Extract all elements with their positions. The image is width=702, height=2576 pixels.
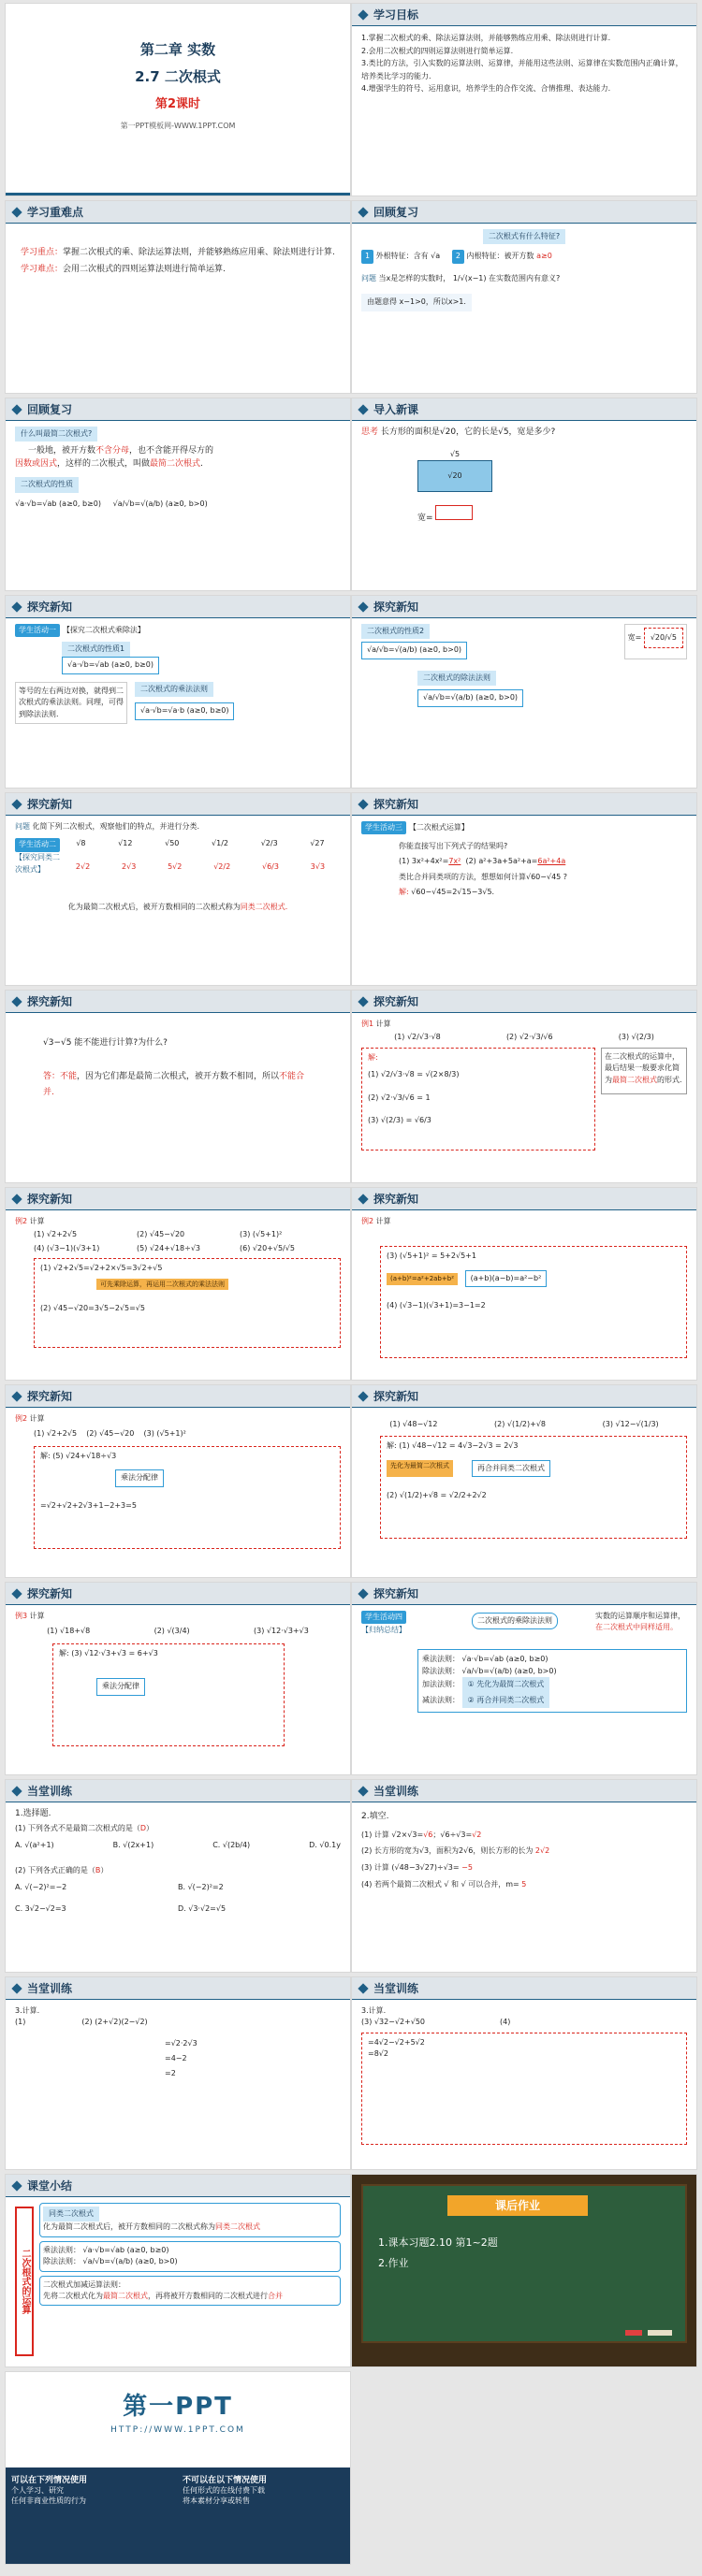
problem: (1): [15, 2018, 26, 2027]
chalk-icon: [648, 2330, 672, 2336]
problem: (1) √48−√12: [389, 1420, 438, 1428]
question-2: 类比合并同类项的方法，想想如何计算√60−√45 ?: [399, 872, 568, 881]
note-text-2: 的形式.: [657, 1075, 682, 1084]
def-red: 不含分母: [95, 446, 130, 456]
problem: (3) √32−√2+√50: [361, 2018, 426, 2027]
key-label: 学习重点：: [21, 248, 64, 257]
think-label: 思考: [361, 427, 379, 437]
answer-box: [435, 505, 473, 520]
usage-denied-title: 不可以在以下情况使用: [183, 2476, 268, 2485]
root-result: 5√2: [168, 861, 183, 871]
rule-formula: √a·√b=√a·b (a≥0, b≥0): [135, 702, 234, 719]
chalk-icon: [625, 2330, 642, 2336]
problem: (2) √(1/2)+√8: [494, 1420, 547, 1428]
diamond-icon: [358, 1588, 368, 1599]
question-heading: 3.计算.: [361, 2006, 387, 2015]
formula-tag: (a+b)²=a²+2ab+b²: [387, 1273, 458, 1285]
length-label: √5: [449, 449, 461, 458]
example-label: 例2: [15, 1414, 28, 1423]
blank-q: (3) 计算 (√48−3√27)÷√3=: [361, 1862, 460, 1872]
goal-item: 2.会用二次根式的四则运算法则进行简单运算.: [361, 46, 514, 55]
def-text: ，这样的二次根式，叫做: [57, 459, 151, 470]
site-url: HTTP://WWW.1PPT.COM: [110, 2425, 245, 2435]
slide-heading: 探究新知: [27, 1587, 73, 1600]
diamond-icon: [358, 996, 368, 1006]
homework-item: 2.作业: [378, 2257, 409, 2269]
slide-review-2[interactable]: [5, 398, 351, 591]
conclusion: 化为最简二次根式后，被开方数相同的二次根式称为: [67, 903, 241, 912]
answer: 由题意得 x−1>0，所以x>1.: [361, 294, 472, 311]
speech-bubble: 二次根式的乘除法法则: [472, 1613, 558, 1629]
problem: (2) √2·√3/√6: [505, 1033, 553, 1042]
rule-formula: √a/√b=√(a/b) (a≥0, b>0): [461, 1666, 557, 1675]
solution-step: =8√2: [368, 2049, 388, 2059]
example-text: 计算: [29, 1612, 45, 1620]
activity-title: 【二次根式运算】: [408, 823, 469, 832]
activity-tag: 学生活动二: [15, 838, 60, 851]
root-result: √6/3: [261, 861, 279, 871]
slide-heading: 回顾复习: [27, 403, 73, 416]
def-text: 一般地，被开方数: [28, 446, 96, 456]
slide-example-1[interactable]: 探究新知 例1 计算 (1) √2/√3·√8 (2) √2·√3/√6 (3) √(2/3) 解: (1) √2/√3·√8 = √(2×8/3) (2) √2·√3/√6 = 1 (3) √(2/3) = √6/3 在二次根式的运算中，最后结果一般要求化简为最简二次根式的形式.: [351, 990, 697, 1183]
formula-box: (a+b)(a−b)=a²−b²: [465, 1270, 548, 1287]
slide-example-2b[interactable]: 探究新知 例2 计算 (3) (√5+1)² = 5+2√5+1 (a+b)²=a²+2ab+b² (a+b)(a−b)=a²−b² (4) (√3−1)(√3+1)=3−1=2: [351, 1187, 697, 1381]
root-item: √8: [76, 839, 86, 848]
blank-ans: 5: [521, 1879, 527, 1889]
def-text: .: [200, 459, 203, 470]
slide-explore-5[interactable]: [5, 990, 351, 1183]
rule-label: 加法法则：: [422, 1680, 460, 1689]
example-text: 计算: [375, 1020, 391, 1028]
property-banner: 二次根式的性质1: [62, 642, 130, 657]
root-result: 3√3: [310, 861, 326, 871]
example-label: 例3: [15, 1612, 28, 1620]
summary-banner: 同类二次根式: [43, 2207, 99, 2221]
slide-explore-3[interactable]: [5, 792, 351, 986]
blank-q: (4) 若两个最简二次根式 √ 和 √ 可以合并，m=: [361, 1879, 519, 1889]
answer-red: 不能合并.: [43, 1071, 305, 1098]
example-text: 计算: [375, 1217, 391, 1225]
slide-practice-3a[interactable]: [5, 1976, 351, 2170]
activity-title: 【归纳总结】: [361, 1625, 406, 1634]
diamond-icon: [11, 601, 22, 612]
key-text: 掌握二次根式的乘、除法运算法则，并能够熟练应用乘、除法则进行计算.: [63, 248, 335, 257]
example-label: 例2: [15, 1217, 28, 1225]
usage-item: 任何形式的在线付费下载: [183, 2486, 265, 2495]
rule-formula: √a/√b=√(a/b) (a≥0, b>0): [417, 689, 523, 706]
distributive-tag: 乘法分配律: [115, 1469, 164, 1486]
width-label: 宽=: [417, 514, 433, 524]
problem: (1) √2/√3·√8: [394, 1033, 441, 1042]
solution-step: =4−2: [165, 2053, 187, 2062]
answer: B: [95, 1865, 101, 1874]
slide-homework[interactable]: [351, 2174, 697, 2367]
formula-box: √a/√b=√(a/b) (a≥0, b>0): [361, 642, 467, 658]
rule-label: 乘法法则：: [43, 2245, 80, 2254]
solution-label: 解:: [368, 1052, 378, 1062]
slide-example-2a[interactable]: [5, 1187, 351, 1381]
slide-explore-4[interactable]: [351, 792, 697, 986]
slide-heading: 课堂小结: [27, 2179, 73, 2192]
note-red: 最简二次根式: [612, 1075, 657, 1084]
slide-example-3[interactable]: 探究新知 例3 计算 (1) √18+√8 (2) √(3/4) (3) √12·√3+√3 解: (3) √12·√3+√3 = 6+√3 乘法分配律: [5, 1582, 351, 1775]
slide-heading: 学习重难点: [27, 206, 84, 219]
expr-1-ans: 7x²: [448, 857, 461, 866]
diamond-icon: [11, 1194, 22, 1204]
example-text: 计算: [29, 1217, 45, 1225]
root-item: √27: [310, 839, 325, 848]
slide-summary-rules[interactable]: [351, 1582, 697, 1775]
slide-heading: 探究新知: [27, 601, 73, 614]
diamond-icon: [358, 799, 368, 809]
slide-review-1[interactable]: 回顾复习 二次根式有什么特征? 1 外根特征：含有 √a 2 内根特征：被开方数 a≥0 问题 当x是怎样的实数时， 1/√(x−1) 在实数范围内有意义? 由题意得 x−1>0，所以x>1.: [351, 200, 697, 394]
activity-title: 【探究同类二次根式】: [15, 853, 60, 874]
usage-item: 将本素材分享或转售: [183, 2496, 250, 2505]
solution-step: =2: [165, 2068, 176, 2077]
answer-label: 答：不能: [43, 1071, 78, 1081]
distributive-tag: 乘法分配律: [96, 1678, 145, 1695]
example-text: 计算: [29, 1414, 45, 1423]
slide-practice-2[interactable]: [351, 1779, 697, 1973]
summary-red: 同类二次根式: [215, 2222, 260, 2232]
problem: (3) √12−√(1/3): [602, 1420, 659, 1428]
diamond-icon: [11, 1786, 22, 1796]
example-label: 例2: [361, 1217, 374, 1225]
conclusion-red: 同类二次根式.: [240, 903, 288, 912]
activity-tag: 学生活动一: [15, 624, 60, 637]
slide-heading: 学习目标: [373, 8, 419, 22]
slide-heading: 探究新知: [27, 1390, 73, 1403]
solution-step: =4√2−√2+5√2: [368, 2037, 425, 2047]
problem: (2) (2+√2)(2−√2): [81, 2018, 148, 2027]
site-name: 第一PPT模板网-WWW.1PPT.COM: [120, 122, 236, 130]
rectangle-diagram: √20: [417, 460, 492, 492]
question-banner: 什么叫最简二次根式?: [15, 427, 97, 441]
usage-allowed-title: 可以在下列情况使用: [11, 2476, 88, 2485]
root-item: √1/2: [212, 839, 229, 848]
question: (1) 下列各式不是最简二次根式的是（: [15, 1823, 140, 1832]
slide-heading: 当堂训练: [27, 1785, 73, 1798]
goal-item: 3.类比的方法，引入实数的运算法则、运算律，并能用这些法则、运算律在实数范围内正确计算，培养类比学习的能力.: [361, 59, 683, 80]
question-heading: 1.选择题.: [15, 1809, 51, 1818]
problem: (3) (√5+1)²: [240, 1230, 283, 1239]
solution-step: (4) (√3−1)(√3+1)=3−1=2: [387, 1301, 486, 1310]
problem: (2) √45−√20: [137, 1230, 185, 1239]
expr-2: (2) a²+3a+5a²+a=: [465, 857, 538, 866]
problem: (1) √2+2√5: [34, 1230, 78, 1239]
step-tag-1: 先化为最简二次根式: [387, 1460, 453, 1477]
solution-label: 解:: [399, 888, 409, 897]
question-label: 问题: [361, 273, 376, 282]
chapter-title: 第二章 实数: [139, 41, 216, 58]
question: (2) 下列各式正确的是（: [15, 1865, 95, 1874]
slide-example-2d[interactable]: 探究新知 (1) √48−√12 (2) √(1/2)+√8 (3) √12−√(1/3) 解: (1) √48−√12 = 4√3−2√3 = 2√3 先化为最简二次根式 再合并同类二次根式 (2) √(1/2)+√8 = √2/2+2√2: [351, 1384, 697, 1578]
side-note-2: 在二次根式中同样适用。: [595, 1623, 678, 1632]
slide-heading: 探究新知: [27, 1193, 73, 1206]
diamond-icon: [11, 1588, 22, 1599]
problem: (6) √20+√5/√5: [240, 1243, 295, 1252]
slide-heading: 当堂训练: [373, 1785, 419, 1798]
question-text: √3−√5 能不能进行计算?为什么?: [43, 1038, 168, 1048]
problem: (3) √(2/3): [618, 1033, 654, 1042]
question-heading: 3.计算.: [15, 2006, 40, 2015]
question-text: 化简下列二次根式，观察他们的特点，并进行分类.: [32, 822, 200, 831]
slide-heading: 探究新知: [373, 1587, 419, 1600]
slide-example-2c[interactable]: 探究新知 例2 计算 (1) √2+2√5 (2) √45−√20 (3) (√5+1)² 解: (5) √24+√18÷√3 乘法分配律 =√2+√2+2√3+1−2+3=5: [5, 1384, 351, 1578]
diamond-icon: [358, 9, 368, 20]
ppt-logo: 第一PPT: [123, 2393, 233, 2421]
slide-title[interactable]: [5, 3, 351, 196]
difficulty-text: 会用二次根式的四则运算法则进行简单运算.: [63, 265, 226, 274]
root-result: 2√2: [75, 861, 91, 871]
problem: (4) (√3−1)(√3+1): [34, 1243, 100, 1252]
activity-tag: 学生活动三: [361, 821, 406, 834]
question-heading: 2.填空.: [361, 1812, 389, 1821]
difficulty-label: 学习难点：: [21, 265, 64, 274]
diamond-icon: [358, 404, 368, 414]
rule-label: 减法法则：: [422, 1695, 460, 1704]
option: B. √(2x+1): [112, 1841, 154, 1850]
slide-heading: 探究新知: [373, 601, 419, 614]
summary-banner: 二次根式加减运算法则：: [43, 2279, 125, 2289]
formula-2: √a/√b=√(a/b) (a≥0, b>0): [112, 499, 208, 508]
problem: (3) √12·√3+√3: [254, 1627, 309, 1636]
usage-item: 任何非商业性质的行为: [11, 2496, 86, 2505]
formula-box: √a·√b=√ab (a≥0, b≥0): [62, 657, 159, 673]
rule-step: ① 先化为最简二次根式: [462, 1677, 550, 1692]
note-box: 等号的左右两边对换，就得到二次根式的乘法法则。同理，可得到除法法则.: [15, 682, 127, 724]
section-title: 2.7 二次根式: [135, 68, 221, 85]
side-note: 实数的运算顺序和运算律，: [595, 1612, 685, 1620]
diamond-icon: [11, 996, 22, 1006]
def-text: ，也不含能开得尽方的: [129, 446, 214, 456]
slide-heading: 回顾复习: [373, 206, 419, 219]
rule-label: 除法法则：: [422, 1666, 460, 1675]
blank-ans: √2: [472, 1830, 482, 1839]
chalkboard: [361, 2184, 687, 2343]
summary-text: ，再将被开方数相同的二次根式进行: [148, 2291, 268, 2300]
rule-banner: 二次根式的除法法则: [417, 671, 496, 686]
def-red: 因数或因式: [15, 459, 58, 470]
diamond-icon: [11, 799, 22, 809]
solution-text: √60−√45=2√15−3√5.: [411, 888, 495, 897]
slide-heading: 探究新知: [27, 995, 73, 1008]
def-red: 最简二次根式: [150, 459, 201, 470]
slide-practice-3b[interactable]: [351, 1976, 697, 2170]
slide-credits[interactable]: [5, 2371, 351, 2565]
blank-q: (2) 长方形的宽为√3，面积为2√6，则长方形的长为: [361, 1846, 534, 1856]
activity-title: 【探究二次根式乘除法】: [62, 626, 145, 634]
question-text: 你能直接写出下列式子的结果吗?: [399, 841, 508, 850]
summary-red: 合并: [268, 2291, 283, 2300]
diamond-icon: [358, 1391, 368, 1401]
root-item: √12: [118, 839, 133, 848]
feature-2: 内根特征：被开方数: [466, 252, 534, 261]
root-result: 2√3: [122, 861, 137, 871]
expr-2-ans: 6a²+4a: [537, 857, 566, 866]
slide-key-points[interactable]: [5, 200, 351, 394]
option: C. 3√2−√2=3: [15, 1903, 66, 1913]
property-banner: 二次根式的性质: [15, 477, 79, 492]
bullet-icon: 1: [361, 250, 373, 263]
usage-item: 个人学习、研究: [11, 2486, 64, 2495]
solution-step: (1) √2+2√5=√2+2×√5=3√2+√5: [40, 1264, 163, 1273]
blank-q: ；√6÷√3=: [432, 1830, 473, 1839]
answer-text: ，因为它们都是最简二次根式，被开方数不相同，所以: [77, 1071, 280, 1081]
slide-heading: 探究新知: [373, 1193, 419, 1206]
solution-step: (2) √45−√20=3√5−2√5=√5: [40, 1304, 145, 1313]
slide-summary[interactable]: [5, 2174, 351, 2367]
summary-red: 最简二次根式: [103, 2291, 148, 2300]
diamond-icon: [358, 207, 368, 217]
example-label: 例1: [361, 1020, 374, 1028]
slide-heading: 当堂训练: [373, 1982, 419, 1995]
slide-heading: 探究新知: [27, 798, 73, 811]
blank-ans: √6: [423, 1830, 433, 1839]
homework-title: 课后作业: [447, 2195, 588, 2216]
problem: (1) √18+√8: [47, 1627, 91, 1636]
step-tag-2: 再合并同类二次根式: [472, 1460, 550, 1477]
blank-ans: 2√2: [534, 1846, 550, 1856]
slide-heading: 探究新知: [373, 798, 419, 811]
blank-q: (1) 计算 √2×√3=: [361, 1830, 424, 1839]
question-label: 问题: [15, 822, 30, 831]
problem: (2) √(3/4): [154, 1627, 190, 1636]
homework-item: 1.课本习题2.10 第1~2题: [378, 2236, 498, 2249]
root-item: √50: [165, 839, 180, 848]
activity-tag: 学生活动四: [361, 1611, 406, 1624]
slide-practice-1[interactable]: 当堂训练 1.选择题. (1) 下列各式不是最简二次根式的是（D） A. √(a²+1) B. √(2x+1) C. √(2b/4) D. √0.1y (2) 下列各式正确的是（B） A. √(−2)²=−2 B. √(−2)²=2 C. 3√2−√2=3 D. √3·√2=√5: [5, 1779, 351, 1973]
summary-text: 先将二次根式化为: [43, 2291, 103, 2300]
slide-intro[interactable]: [351, 398, 697, 591]
rule-step: ② 再合并同类二次根式: [462, 1693, 550, 1708]
feature-1: 外根特征：含有: [375, 252, 429, 261]
diamond-icon: [358, 1786, 368, 1796]
solution-step: =√2+√2+2√3+1−2+3=5: [40, 1500, 137, 1510]
rule-formula: √a·√b=√ab (a≥0, b≥0): [461, 1655, 548, 1664]
slide-explore-2[interactable]: 探究新知 二次根式的性质2 √a/√b=√(a/b) (a≥0, b>0) 宽= √20/√5 二次根式的除法法则 √a/√b=√(a/b) (a≥0, b>0): [351, 595, 697, 789]
summary-side-label: 二次根式的运算: [15, 2207, 34, 2356]
goal-item: 4.增强学生的符号、运用意识，培养学生的合作交流、合情推理、表达能力.: [361, 84, 611, 94]
problem: (4): [500, 2018, 511, 2027]
option: B. √(−2)²=2: [178, 1883, 224, 1892]
option: A. √(a²+1): [15, 1841, 54, 1850]
question-text-2: 在实数范围内有意义?: [489, 273, 561, 282]
diamond-icon: [11, 2180, 22, 2191]
slide-heading: 导入新课: [373, 403, 419, 416]
option: C. √(2b/4): [212, 1841, 251, 1850]
diamond-icon: [11, 1983, 22, 1993]
banner: 二次根式有什么特征?: [483, 229, 565, 244]
rule-label: 除法法则：: [43, 2257, 80, 2266]
diamond-icon: [11, 404, 22, 414]
expr-1: (1) 3x²+4x²=: [399, 857, 449, 866]
rule-banner: 二次根式的乘法法则: [135, 682, 213, 697]
question-text: 当x是怎样的实数时，: [378, 273, 451, 282]
slide-explore-1[interactable]: [5, 595, 351, 789]
slide-goals[interactable]: [351, 3, 697, 196]
slide-bar: [6, 193, 350, 195]
hint-tag: 可先乘除运算，再运用二次根式的乘法法则: [96, 1279, 228, 1291]
root-item: √2/3: [260, 839, 278, 848]
goal-item: 1.掌握二次根式的乘、除法运算法则，并能够熟练应用乘、除法则进行计算.: [361, 34, 611, 42]
problem: (5) √24+√18÷√3: [137, 1243, 201, 1252]
property-banner: 二次根式的性质2: [361, 624, 430, 639]
diamond-icon: [11, 1391, 22, 1401]
option: A. √(−2)²=−2: [15, 1883, 67, 1892]
bullet-icon: 2: [452, 250, 464, 263]
rule-label: 乘法法则：: [422, 1655, 460, 1664]
slide-heading: 探究新知: [373, 1390, 419, 1403]
option: D. √0.1y: [309, 1841, 341, 1850]
root-result: √2/2: [213, 861, 231, 871]
diamond-icon: [358, 601, 368, 612]
solution-step: =√2·2√3: [165, 2038, 197, 2048]
diamond-icon: [11, 207, 22, 217]
answer: D: [139, 1823, 147, 1832]
rule-formula: √a/√b=√(a/b) (a≥0, b>0): [82, 2257, 178, 2266]
formula-1: √a·√b=√ab (a≥0, b≥0): [15, 499, 101, 508]
rule-formula: √a·√b=√ab (a≥0, b≥0): [82, 2245, 169, 2254]
note-text: 在二次根式的运算中，最后结果一般要求化简为: [605, 1051, 680, 1084]
question-text: 长方形的面积是√20，它的长是√5，宽是多少?: [380, 427, 556, 437]
width-label: 宽=: [627, 633, 642, 642]
diamond-icon: [358, 1194, 368, 1204]
slide-heading: 当堂训练: [27, 1982, 73, 1995]
summary-text: 化为最简二次根式后，被开方数相同的二次根式称为: [43, 2222, 215, 2232]
slide-heading: 探究新知: [373, 995, 419, 1008]
diamond-icon: [358, 1983, 368, 1993]
option: D. √3·√2=√5: [178, 1903, 227, 1913]
blank-ans: −5: [461, 1862, 473, 1872]
lesson-title: 第2课时: [154, 97, 201, 111]
